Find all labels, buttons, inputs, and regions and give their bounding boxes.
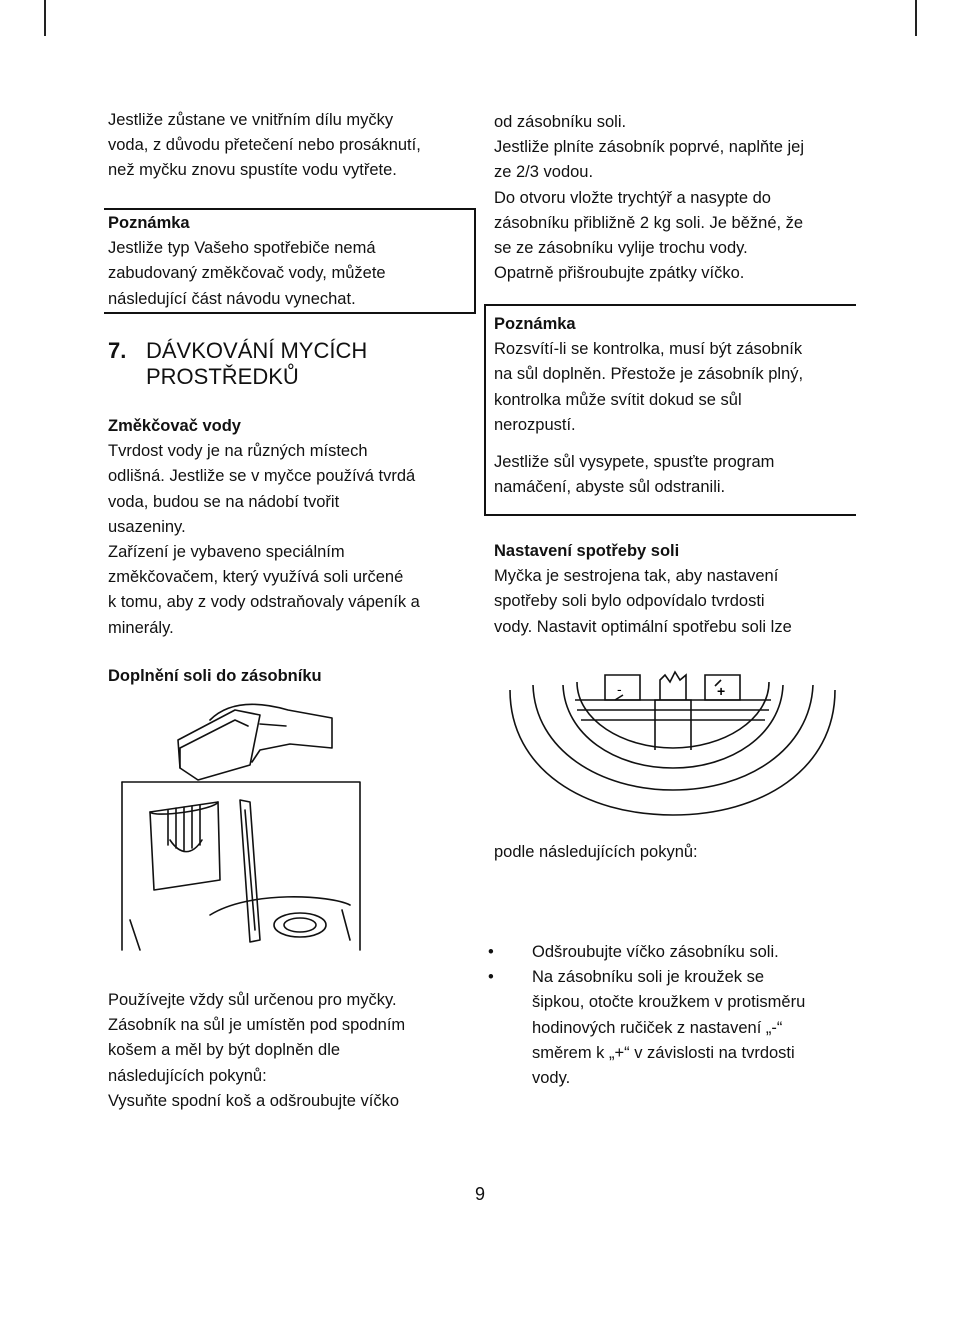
text-line: voda, budou se na nádobí tvořit [108,492,340,511]
bottom-left-paragraph [108,988,405,1114]
note-box-right-border [474,208,476,314]
text-line: Zásobník na sůl je umístěn pod spodním [108,1016,406,1035]
text-line: Vysuňte spodní koš a odšroubujte víčko [108,1091,400,1110]
text-line: Opatrně přišroubujte zpátky víčko. [494,264,745,283]
salt-refill-illustration [110,690,400,980]
text-line: šipkou, otočte kroužkem v protisměru [532,993,806,1012]
text-line: vody. [532,1069,571,1088]
text-line: od zásobníku soli. [494,113,627,131]
text-line: směrem k „+“ v závislosti na tvrdosti [532,1043,795,1062]
text-line: Jestliže zůstane ve vnitřním dílu myčky [108,111,394,129]
text-line: namáčení, abyste sůl odstranili. [494,478,726,497]
text-line: usazeniny. [108,517,186,536]
consumption-title: Nastavení spotřeby soli [494,542,680,560]
section-number: 7. [108,338,127,363]
text-line: zásobníku přibližně 2 kg soli. Je běžné, že [494,213,804,232]
note-title: Poznámka [494,315,576,333]
list-item [486,965,805,1091]
text-line: • Odšroubujte víčko zásobníku soli. [532,943,779,961]
text-line: změkčovačem, který využívá soli určené [108,568,404,587]
text-line: kontrolka může svítit dokud se sůl [494,390,742,409]
text-line: Jestliže typ Vašeho spotřebiče nemá [108,239,376,258]
text-line: Tvrdost vody je na různých místech [108,442,368,461]
text-line: následující část návodu vynechat. [108,289,356,308]
page-number: 9 [474,1184,485,1204]
note-left [108,211,386,312]
note-title: Poznámka [108,214,190,232]
text-line: na sůl doplněn. Přestože je zásobník plný, [494,365,804,384]
note-box-left-border [484,304,486,516]
note-box-top-border [104,208,476,210]
text-line: Do otvoru vložte trychtýř a nasypte do [494,188,771,207]
text-line: Používejte vždy sůl určenou pro myčky. [108,991,397,1009]
softener-title: Změkčovač vody [108,417,241,435]
text-line: košem a měl by být doplněn dle [108,1041,341,1060]
instruction-list [486,940,805,1091]
softener-section [108,414,420,641]
section-title-line: DÁVKOVÁNÍ MYCÍCH [146,338,368,363]
text-line: hodinových ručiček z nastavení „-“ [532,1018,783,1037]
consumption-section [494,539,792,640]
note-right [494,312,803,500]
follow-line: podle následujících pokynů: [494,843,698,861]
text-line: než myčku znovu spustíte vodu vytřete. [108,161,397,180]
crop-mark-right [915,0,917,36]
text-line: vody. Nastavit optimální spotřebu soli lze [494,617,792,636]
text-line: ze 2/3 vodou. [494,163,594,182]
text-line: Rozsvítí-li se kontrolka, musí být zásobník [494,340,803,359]
note-box-bottom-border [104,312,476,314]
text-line: odlišná. Jestliže se v myčce používá tvrdá [108,467,416,486]
text-line: následujících pokynů: [108,1066,267,1085]
list-item [486,940,805,965]
text-line: zabudovaný změkčovač vody, můžete [108,264,386,283]
dial-plus-label: + [717,683,726,699]
text-line: Myčka je sestrojena tak, aby nastavení [494,567,779,586]
note-box-top-border [484,304,856,306]
text-line: voda, z důvodu přetečení nebo prosáknutí, [108,136,421,155]
text-line: k tomu, aby z vody odstraňovaly vápeník a [108,593,420,612]
text-line: se ze zásobníku vylije trochu vody. [494,239,748,258]
refill-title: Doplnění soli do zásobníku [108,667,322,685]
text-line: Jestliže sůl vysypete, spusťte program [494,453,775,472]
text-line: spotřeby soli bylo odpovídalo tvrdosti [494,592,765,611]
crop-mark-left [44,0,46,36]
section-heading [108,338,367,390]
right-top-paragraph [494,110,804,286]
text-line: minerály. [108,618,174,637]
text-line: • Na zásobníku soli je kroužek se [532,968,765,987]
dial-minus-label: - [617,681,622,697]
note-box-bottom-border [484,514,856,516]
text-line: nerozpustí. [494,415,576,434]
section-title-line: PROSTŘEDKŮ [146,364,299,389]
intro-paragraph [108,108,421,184]
text-line: Jestliže plníte zásobník poprvé, naplňte jej [494,138,805,157]
salt-dial-illustration [505,660,840,820]
text-line: Zařízení je vybaveno speciálním [108,543,345,562]
